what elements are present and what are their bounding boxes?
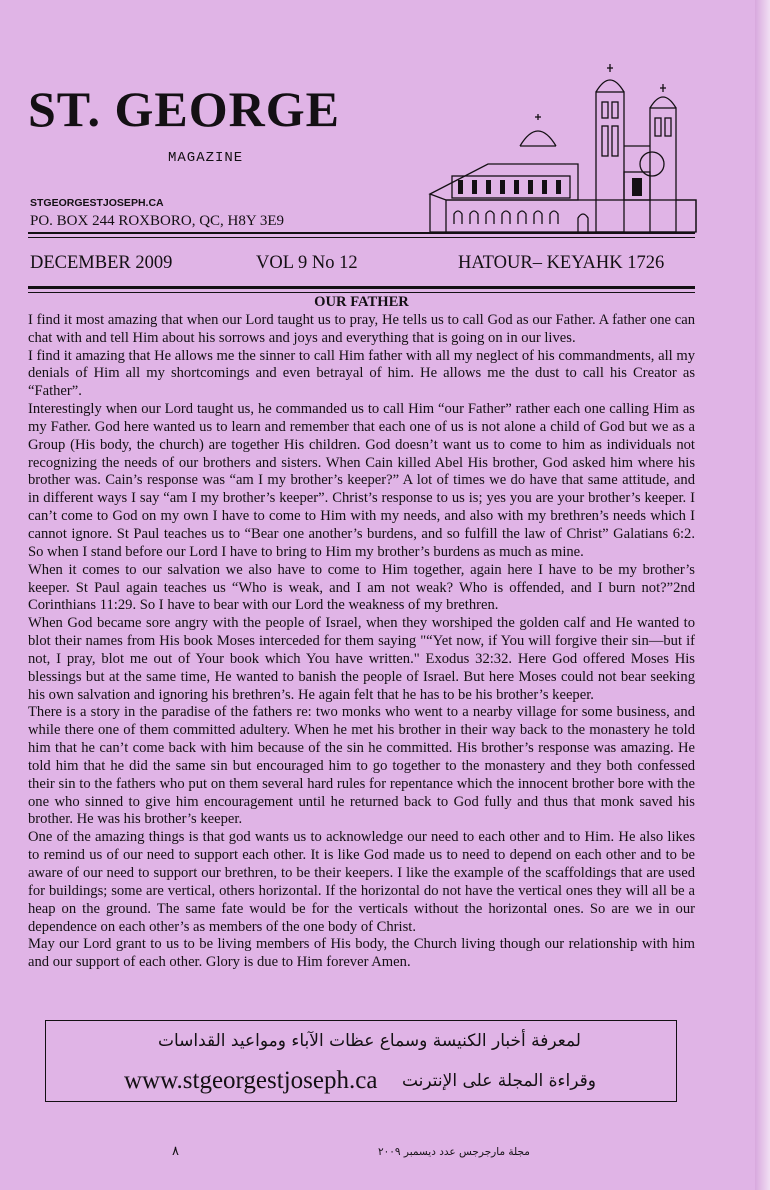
article-paragraph: I find it amazing that He allows me the sinner to call Him father with all my neglect of his commandments, all my denials of Him all my shortcomings and even betrayal of him. He allows me the dust to call his Creator as “Father”. [28, 347, 695, 400]
article-paragraph: When God became sore angry with the people of Israel, when they worshiped the golden calf and He wanted to blot their names from His book Moses interceded for them saying "“Yet now, if You will forgive their sin—but if not, I pray, blot me out of Your book which You have written." Exodus 32:32. Here God offered Moses His blessings but at the same time, He wanted to banish the people of Israel. But here Moses could not bear seeking his own salvation and ignoring his brethren’s. He again felt that he has to be his brother’s keeper. [28, 615, 695, 703]
website-promo-box [45, 1020, 677, 1102]
issue-rule-thin [28, 292, 695, 293]
mailing-address: PO. BOX 244 ROXBORO, QC, H8Y 3E9 [30, 213, 285, 229]
magazine-title: ST. GEORGE [28, 81, 340, 137]
promo-arabic-line-2: وقراءة المجلة على الإنترنت [401, 1071, 596, 1091]
issue-rule-thick [28, 286, 695, 289]
page-number: ٨ [172, 1144, 179, 1159]
article-paragraph: Interestingly when our Lord taught us, he commanded us to call Him “our Father” rather each one calling Him as my Father. God here wanted us to learn and remember that each one of us is not alone a child of God but we as a Group (His body, the church) are together His children. God doesn’t want us to come to him as individuals not recognizing the needs of our brothers and sisters. When Cain killed Abel His brother, God asked him where his brother was. Cain’s response was “am I my brother’s keeper?” A lot of times we do have that same attitude, and in different ways I say “am I my brother’s keeper”. Christ’s response to us is; yes you are your brother’s keeper. I can’t come to God on my own I have to come to Him with my needs, and also with my brethren’s needs which I cannot ignore. St Paul teaches us to “Bear one another’s burdens, and so fulfill the law of Christ” Galatians 6:2. So when I stand before our Lord I have to bring to Him my brother’s burdens as much as mine. [28, 401, 695, 560]
page-edge [755, 0, 770, 1190]
promo-website: www.stgeorgestjoseph.ca [124, 1067, 378, 1094]
promo-arabic-line-1: لمعرفة أخبار الكنيسة وسماع عظات الآباء ومواعيد القداسات [157, 1031, 581, 1051]
article-paragraph: There is a story in the paradise of the fathers re: two monks who went to a nearby village for some business, and while there one of them committed adultery. When he met his brother in their way back to the monastery he told him that he can’t come back with him because of the sin he committed. His brother’s response was amazing. He told him that he did the same sin but encouraged him to go together to the monastery and they both confessed their sin to the fathers who put on them several hard rules for repentance which the innocent brother bore with the one who sinned to give him encouragement until he returned back to God fully and thus that monk saved his brother. He was his brother’s keeper. [28, 704, 695, 828]
magazine-subtitle: MAGAZINE [168, 150, 244, 166]
footer-caption: مجلة مارجرجس عدد ديسمبر ٢٠٠٩ [378, 1146, 530, 1158]
article-title: OUR FATHER [314, 294, 409, 310]
header-rule-top [28, 232, 695, 234]
issue-date: DECEMBER 2009 [30, 253, 173, 273]
coptic-date: HATOUR– KEYAHK 1726 [458, 253, 665, 273]
article-paragraph: One of the amazing things is that god wants us to acknowledge our need to each other and to Him. He also likes to remind us of our need to support each other. It is like God made us to need to depend on each other and to be aware of our need to support our brethren, to be their keepers. I like the example of the scaffoldings that are used for buildings; some are vertical, others horizontal. If the horizontal do not have the vertical ones they will all be a heap on the ground. The same fate would be for the verticals without the horizontal ones. So are we in our dependence on each other’s as members of the one body of Christ. [28, 829, 695, 935]
article-paragraph: May our Lord grant to us to be living members of His body, the Church living though our relationship with him and our support of each other. Glory is due to Him forever Amen. [28, 936, 695, 971]
article-paragraph: When it comes to our salvation we also have to come to Him together, again here I have to be my brother’s keeper. St Paul again teaches us “Who is weak, and I am not weak? Who is offended, and I burn not?”2nd Corinthians 11:29. So I have to bear with our Lord the weakness of my brethren. [28, 561, 695, 614]
article-paragraph: I find it most amazing that when our Lord taught us to pray, He tells us to call God as our Father. A father one can chat with and tell Him about his sorrows and joys and everything that is going on in our lives. [28, 311, 695, 346]
issue-volume: VOL 9 No 12 [256, 253, 358, 273]
article [28, 294, 695, 972]
church-illustration [428, 64, 700, 234]
issue-info-row [30, 253, 690, 277]
header-rule-thin [28, 237, 695, 238]
website-small: STGEORGESTJOSEPH.CA [30, 197, 164, 209]
